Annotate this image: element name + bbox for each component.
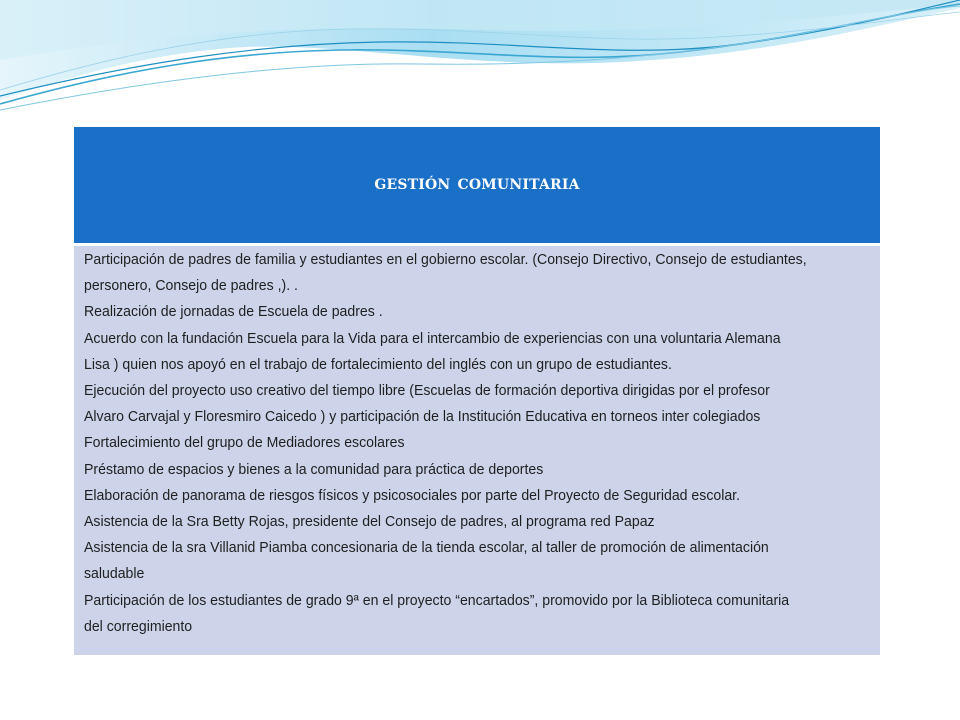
table-body-line: Participación de padres de familia y estudiantes en el gobierno escolar. (Consejo Directivo, Consejo de estudiantes, <box>84 252 807 268</box>
table-body-line: Alvaro Carvajal y Floresmiro Caicedo ) y participación de la Institución Educativa en torneos inter colegiados <box>84 409 761 426</box>
community-management-table <box>74 127 880 655</box>
table-body-line: Asistencia de la sra Villanid Piamba concesionaria de la tienda escolar, al taller de promoción de alimentación <box>84 540 769 557</box>
table-title: GESTIÓN COMUNITARIA <box>374 177 580 193</box>
decorative-wave-banner <box>0 0 960 120</box>
table-header <box>74 127 880 246</box>
table-body-line: Realización de jornadas de Escuela de padres . <box>84 304 383 321</box>
table-body-line: Acuerdo con la fundación Escuela para la Vida para el intercambio de experiencias con una voluntaria Alemana <box>84 330 781 347</box>
table-body <box>84 247 844 640</box>
table-body-line: personero, Consejo de padres ,). . <box>84 278 298 295</box>
table-body-line: Elaboración de panorama de riesgos físicos y psicosociales por parte del Proyecto de Seguridad escolar. <box>84 487 741 504</box>
table-body-line: Préstamo de espacios y bienes a la comunidad para práctica de deportes <box>84 461 544 478</box>
table-body-line: Fortalecimiento del grupo de Mediadores escolares <box>84 435 405 452</box>
table-body-line: Asistencia de la Sra Betty Rojas, presidente del Consejo de padres, al programa red Papaz <box>84 514 655 531</box>
table-body-line: saludable <box>84 566 145 583</box>
table-body-line: del corregimiento <box>84 618 193 635</box>
table-body-line: Ejecución del proyecto uso creativo del tiempo libre (Escuelas de formación deportiva dirigidas por el profesor <box>84 383 770 400</box>
table-body-line: Participación de los estudiantes de grado 9ª en el proyecto “encartados”, promovido por la Biblioteca comunitaria <box>84 592 790 609</box>
table-body-line: Lisa ) quien nos apoyó en el trabajo de fortalecimiento del inglés con un grupo de estudiantes. <box>84 356 672 373</box>
